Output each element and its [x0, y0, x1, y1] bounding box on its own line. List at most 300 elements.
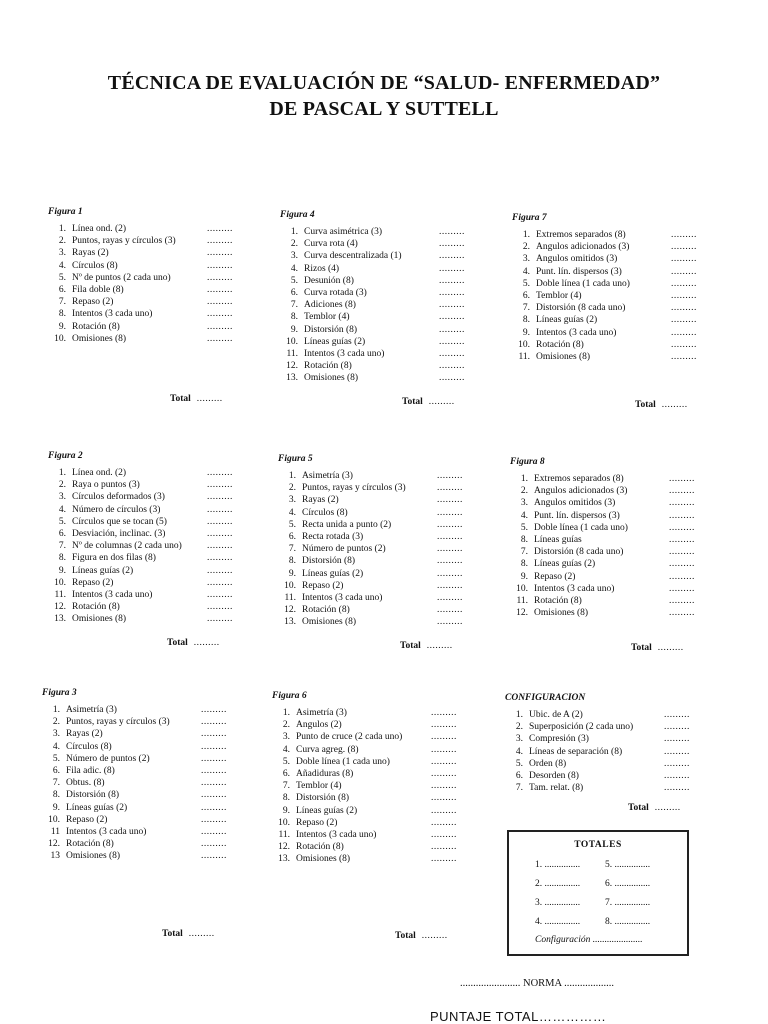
- item-number: 3.: [290, 251, 298, 262]
- checklist-item: [42, 728, 237, 740]
- item-label: Líneas guías: [534, 534, 582, 545]
- score-blank[interactable]: .........: [207, 602, 233, 613]
- item-label: Desunión (8): [304, 275, 354, 286]
- item-number: 1.: [288, 471, 296, 481]
- item-number: 13.: [278, 854, 290, 865]
- item-label: Líneas guías (2): [534, 559, 596, 570]
- item-label: Punt. lín. dispersos (3): [536, 266, 622, 277]
- item-number: 8.: [58, 553, 66, 564]
- score-blank[interactable]: .........: [207, 333, 233, 344]
- score-blank[interactable]: .........: [431, 793, 457, 804]
- score-blank[interactable]: .........: [201, 814, 227, 825]
- item-label: Nº de puntos (2 cada uno): [72, 272, 171, 283]
- score-blank[interactable]: .........: [437, 617, 463, 628]
- item-label: Rayas (2): [72, 248, 109, 259]
- item-number: 13.: [284, 617, 296, 628]
- section-figura-7: [512, 212, 707, 363]
- checklist-item: [278, 555, 473, 567]
- score-blank[interactable]: .........: [431, 817, 457, 828]
- score-blank[interactable]: .........: [437, 592, 463, 603]
- score-blank[interactable]: .........: [669, 595, 695, 606]
- score-blank[interactable]: .........: [439, 263, 465, 274]
- item-label: Intentos (3 cada uno): [72, 309, 153, 320]
- score-blank[interactable]: .........: [201, 851, 227, 862]
- item-label: Rizos (4): [304, 263, 340, 274]
- score-blank[interactable]: .........: [201, 729, 227, 740]
- item-label: Intentos (3 cada uno): [304, 348, 385, 359]
- item-label: Angulos omitidos (3): [536, 254, 618, 265]
- checklist-item: [280, 226, 475, 238]
- item-label: Omisiones (8): [304, 373, 359, 384]
- score-blank[interactable]: .........: [437, 568, 463, 579]
- score-blank[interactable]: .........: [207, 516, 233, 527]
- item-number: 5.: [282, 756, 290, 767]
- item-number: 1.: [282, 708, 290, 718]
- checklist-item: [48, 491, 243, 503]
- score-blank[interactable]: .........: [201, 778, 227, 789]
- item-label: Temblor (4): [296, 781, 342, 792]
- totales-cell[interactable]: 4. ...............: [535, 917, 581, 927]
- score-blank[interactable]: .........: [207, 272, 233, 283]
- checklist-item: [272, 780, 467, 792]
- totales-configuracion[interactable]: Configuración .....................: [535, 935, 643, 945]
- score-blank[interactable]: .........: [669, 608, 695, 619]
- score-blank[interactable]: .........: [437, 519, 463, 530]
- item-number: 3.: [282, 732, 290, 743]
- checklist-item: [278, 580, 473, 592]
- item-number: 2.: [520, 486, 528, 497]
- checklist-item: [42, 802, 237, 814]
- checklist-item: [505, 782, 700, 794]
- score-blank[interactable]: .........: [439, 348, 465, 359]
- item-label: Omisiones (8): [534, 608, 589, 619]
- checklist-item: [510, 546, 705, 558]
- item-label: Omisiones (8): [72, 333, 127, 344]
- item-number: 2.: [290, 239, 298, 250]
- score-blank[interactable]: .........: [439, 275, 465, 286]
- score-blank[interactable]: .........: [669, 534, 695, 545]
- score-blank[interactable]: .........: [439, 251, 465, 262]
- item-number: 9.: [282, 805, 290, 816]
- score-blank[interactable]: .........: [207, 224, 233, 234]
- title-line-2: DE PASCAL Y SUTTELL: [269, 98, 499, 120]
- score-blank[interactable]: .........: [207, 492, 233, 503]
- score-blank[interactable]: .........: [664, 734, 690, 745]
- score-blank[interactable]: .........: [664, 770, 690, 781]
- item-number: 9.: [52, 802, 60, 813]
- score-blank[interactable]: .........: [431, 756, 457, 767]
- item-label: Omisiones (8): [536, 351, 591, 362]
- item-label: Líneas guías (2): [66, 802, 128, 813]
- item-label: Repaso (2): [534, 571, 576, 582]
- section-figura-8: [510, 456, 705, 619]
- score-blank[interactable]: .........: [207, 565, 233, 576]
- checklist-item: [48, 308, 243, 320]
- item-number: 8.: [522, 315, 530, 326]
- score-blank[interactable]: .........: [671, 339, 697, 350]
- score-blank[interactable]: .........: [201, 753, 227, 764]
- checklist-item: [510, 571, 705, 583]
- checklist-item: [48, 613, 243, 625]
- item-number: 5.: [290, 275, 298, 286]
- checklist-item: [48, 601, 243, 613]
- score-blank[interactable]: .........: [207, 468, 233, 478]
- score-blank[interactable]: .........: [207, 614, 233, 625]
- totales-cell[interactable]: 8. ...............: [605, 917, 651, 927]
- checklist-item: [272, 805, 467, 817]
- item-number: 2.: [515, 722, 523, 733]
- figure-heading: Figura 1: [48, 207, 83, 217]
- score-blank[interactable]: .........: [431, 720, 457, 731]
- item-number: 1.: [52, 705, 60, 715]
- item-label: Distorsión (8): [296, 793, 350, 804]
- item-label: Número de puntos (2): [66, 753, 150, 764]
- score-blank[interactable]: .........: [201, 765, 227, 776]
- checklist-item: [280, 372, 475, 384]
- total-figura-2: Total .........: [167, 638, 220, 648]
- item-label: Intentos (3 cada uno): [534, 583, 615, 594]
- score-blank[interactable]: .........: [439, 361, 465, 372]
- totales-cell[interactable]: 6. ...............: [605, 879, 651, 889]
- item-label: Omisiones (8): [72, 614, 127, 625]
- document-title: [0, 70, 768, 122]
- score-blank[interactable]: .........: [207, 589, 233, 600]
- score-blank[interactable]: .........: [669, 486, 695, 497]
- checklist-item: [48, 467, 243, 479]
- item-number: 4.: [288, 507, 296, 518]
- score-blank[interactable]: .........: [437, 544, 463, 555]
- score-blank[interactable]: .........: [207, 577, 233, 588]
- item-number: 8.: [282, 793, 290, 804]
- totales-box: [507, 830, 689, 956]
- checklist-item: [272, 768, 467, 780]
- score-blank[interactable]: .........: [207, 248, 233, 259]
- item-number: 2.: [52, 717, 60, 728]
- item-number: 6.: [515, 770, 523, 781]
- totales-cell[interactable]: 5. ...............: [605, 860, 651, 870]
- item-number: 6.: [522, 290, 530, 301]
- checklist-item: [42, 704, 237, 716]
- checklist-item: [42, 765, 237, 777]
- item-label: Puntos, rayas y círculos (3): [302, 483, 406, 494]
- item-number: 3.: [522, 254, 530, 265]
- score-blank[interactable]: .........: [201, 802, 227, 813]
- totales-row: [509, 875, 687, 893]
- item-label: Angulos adicionados (3): [536, 242, 630, 253]
- checklist-item: [280, 238, 475, 250]
- item-number: 5.: [58, 272, 66, 283]
- section-figura-4: [280, 209, 475, 384]
- score-blank[interactable]: .........: [201, 826, 227, 837]
- item-label: Asimetría (3): [302, 471, 353, 481]
- score-blank[interactable]: .........: [207, 553, 233, 564]
- puntaje-total[interactable]: PUNTAJE TOTAL……………: [430, 1009, 607, 1024]
- item-number: 10.: [516, 583, 528, 594]
- checklist-item: [272, 756, 467, 768]
- score-blank[interactable]: .........: [207, 480, 233, 491]
- score-blank[interactable]: .........: [437, 580, 463, 591]
- checklist-item: [278, 494, 473, 506]
- item-number: 9.: [520, 571, 528, 582]
- score-blank[interactable]: .........: [201, 790, 227, 801]
- score-blank[interactable]: .........: [439, 300, 465, 311]
- score-blank[interactable]: .........: [201, 717, 227, 728]
- item-label: Intentos (3 cada uno): [536, 327, 617, 338]
- checklist-item: [280, 360, 475, 372]
- checklist-item: [278, 482, 473, 494]
- item-label: Omisiones (8): [66, 851, 121, 862]
- item-label: Líneas guías (2): [296, 805, 358, 816]
- score-blank[interactable]: .........: [431, 854, 457, 865]
- checklist-item: [280, 263, 475, 275]
- score-blank[interactable]: .........: [437, 556, 463, 567]
- score-blank[interactable]: .........: [207, 297, 233, 308]
- checklist-item: [48, 589, 243, 601]
- score-blank[interactable]: .........: [431, 805, 457, 816]
- item-label: Rayas (2): [302, 495, 339, 506]
- item-label: Rotación (8): [66, 839, 114, 850]
- checklist-item: [512, 266, 707, 278]
- item-label: Recta rotada (3): [302, 531, 364, 542]
- checklist-item: [510, 583, 705, 595]
- score-blank[interactable]: .........: [201, 741, 227, 752]
- checklist-item: [272, 731, 467, 743]
- score-blank[interactable]: .........: [207, 504, 233, 515]
- item-label: Doble línea (1 cada uno): [296, 756, 390, 767]
- score-blank[interactable]: .........: [669, 474, 695, 484]
- score-blank[interactable]: .........: [207, 321, 233, 332]
- item-number: 5.: [520, 522, 528, 533]
- score-blank[interactable]: .........: [437, 507, 463, 518]
- checklist-item: [48, 260, 243, 272]
- item-label: Doble línea (1 cada uno): [534, 522, 628, 533]
- score-blank[interactable]: .........: [437, 605, 463, 616]
- item-label: Repaso (2): [72, 577, 114, 588]
- score-blank[interactable]: .........: [201, 839, 227, 850]
- score-blank[interactable]: .........: [207, 528, 233, 539]
- item-number: 5.: [515, 758, 523, 769]
- section-figura-6: [272, 690, 467, 865]
- item-number: 13: [50, 851, 60, 862]
- item-label: Rotación (8): [72, 321, 120, 332]
- score-blank[interactable]: .........: [671, 266, 697, 277]
- item-label: Rotación (8): [304, 361, 352, 372]
- score-blank[interactable]: .........: [437, 483, 463, 494]
- checklist-item: [512, 351, 707, 363]
- score-blank[interactable]: .........: [207, 260, 233, 271]
- score-blank[interactable]: .........: [207, 284, 233, 295]
- score-blank[interactable]: .........: [431, 732, 457, 743]
- checklist-item: [48, 296, 243, 308]
- score-blank[interactable]: .........: [437, 495, 463, 506]
- item-label: Añadiduras (8): [296, 768, 354, 779]
- checklist-item: [42, 741, 237, 753]
- item-number: 7.: [520, 547, 528, 558]
- score-blank[interactable]: .........: [671, 242, 697, 253]
- checklist-item: [278, 470, 473, 482]
- checklist-item: [505, 733, 700, 745]
- item-label: Líneas guías (2): [72, 565, 134, 576]
- total-figura-4: Total .........: [402, 397, 455, 407]
- item-number: 8.: [290, 312, 298, 323]
- checklist-item: [48, 552, 243, 564]
- score-blank[interactable]: .........: [671, 278, 697, 289]
- norma-line[interactable]: ....................... NORMA ...................: [460, 978, 615, 989]
- score-blank[interactable]: .........: [431, 829, 457, 840]
- checklist-item: [278, 604, 473, 616]
- item-label: Fila doble (8): [72, 284, 124, 295]
- checklist-item: [510, 485, 705, 497]
- score-blank[interactable]: .........: [669, 522, 695, 533]
- totales-cell[interactable]: 7. ...............: [605, 898, 651, 908]
- score-blank[interactable]: .........: [669, 498, 695, 509]
- checklist-item: [512, 327, 707, 339]
- score-blank[interactable]: .........: [439, 227, 465, 237]
- item-number: 4.: [520, 510, 528, 521]
- score-blank[interactable]: .........: [201, 705, 227, 715]
- score-blank[interactable]: .........: [439, 287, 465, 298]
- checklist-item: [48, 479, 243, 491]
- item-number: 4.: [52, 741, 60, 752]
- score-blank[interactable]: .........: [437, 531, 463, 542]
- totales-cell[interactable]: 1. ...............: [535, 860, 581, 870]
- checklist-item: [48, 577, 243, 589]
- checklist-item: [505, 758, 700, 770]
- checklist-item: [278, 531, 473, 543]
- checklist-item: [512, 229, 707, 241]
- item-number: 6.: [58, 528, 66, 539]
- score-blank[interactable]: .........: [671, 351, 697, 362]
- score-blank[interactable]: .........: [439, 373, 465, 384]
- figure-heading: Figura 4: [280, 210, 315, 220]
- item-number: 9.: [288, 568, 296, 579]
- checklist-item: [272, 719, 467, 731]
- figure-heading: Figura 6: [272, 691, 307, 701]
- item-number: 2.: [288, 483, 296, 494]
- score-blank[interactable]: .........: [431, 744, 457, 755]
- score-blank[interactable]: .........: [431, 781, 457, 792]
- checklist-item: [272, 792, 467, 804]
- checklist-item: [42, 789, 237, 801]
- score-blank[interactable]: .........: [664, 783, 690, 794]
- item-number: 4.: [282, 744, 290, 755]
- score-blank[interactable]: .........: [671, 290, 697, 301]
- checklist-item: [42, 716, 237, 728]
- section-configuracion: [505, 692, 700, 794]
- item-number: 10.: [286, 336, 298, 347]
- item-label: Tam. relat. (8): [529, 783, 584, 794]
- item-number: 2.: [58, 236, 66, 247]
- totales-row: [509, 856, 687, 874]
- title-line-1: TÉCNICA DE EVALUACIÓN DE “SALUD- ENFERMEDAD”: [107, 72, 661, 94]
- score-blank[interactable]: .........: [439, 324, 465, 335]
- score-blank[interactable]: .........: [671, 315, 697, 326]
- score-blank[interactable]: .........: [664, 746, 690, 757]
- score-blank[interactable]: .........: [664, 758, 690, 769]
- score-blank[interactable]: .........: [431, 768, 457, 779]
- checklist-item: [48, 284, 243, 296]
- item-label: Distorsión (8 cada uno): [534, 547, 624, 558]
- item-label: Líneas de separación (8): [529, 746, 623, 757]
- item-number: 4.: [58, 504, 66, 515]
- item-label: Distorsión (8): [66, 790, 120, 801]
- item-number: 12.: [286, 361, 298, 372]
- checklist-item: [280, 336, 475, 348]
- score-blank[interactable]: .........: [669, 583, 695, 594]
- item-number: 1.: [522, 230, 530, 240]
- score-blank[interactable]: .........: [664, 722, 690, 733]
- checklist-item: [505, 709, 700, 721]
- checklist-item: [42, 777, 237, 789]
- item-label: Angulos omitidos (3): [534, 498, 616, 509]
- score-blank[interactable]: .........: [671, 327, 697, 338]
- score-blank[interactable]: .........: [671, 303, 697, 314]
- score-blank[interactable]: .........: [207, 236, 233, 247]
- score-blank[interactable]: .........: [664, 710, 690, 720]
- section-figura-3: [42, 687, 237, 862]
- checklist-item: [510, 522, 705, 534]
- score-blank[interactable]: .........: [669, 510, 695, 521]
- score-blank[interactable]: .........: [439, 239, 465, 250]
- item-label: Intentos (3 cada uno): [66, 826, 147, 837]
- total-figura-6: Total .........: [395, 931, 448, 941]
- item-label: Círculos deformados (3): [72, 492, 165, 503]
- score-blank[interactable]: .........: [671, 254, 697, 265]
- item-number: 7.: [522, 303, 530, 314]
- item-number: 9.: [522, 327, 530, 338]
- item-number: 7.: [52, 778, 60, 789]
- score-blank[interactable]: .........: [207, 309, 233, 320]
- checklist-item: [48, 272, 243, 284]
- item-label: Temblor (4): [304, 312, 350, 323]
- score-blank[interactable]: .........: [669, 547, 695, 558]
- item-number: 9.: [290, 324, 298, 335]
- item-number: 7.: [515, 783, 523, 794]
- item-label: Repaso (2): [296, 817, 338, 828]
- checklist-item: [510, 510, 705, 522]
- item-label: Rotación (8): [534, 595, 582, 606]
- item-label: Recta unida a punto (2): [302, 519, 392, 530]
- item-number: 4.: [58, 260, 66, 271]
- checklist-item: [48, 321, 243, 333]
- score-blank[interactable]: .........: [669, 571, 695, 582]
- score-blank[interactable]: .........: [437, 471, 463, 481]
- total-figura-3: Total .........: [162, 929, 215, 939]
- score-blank[interactable]: .........: [669, 559, 695, 570]
- score-blank[interactable]: .........: [439, 312, 465, 323]
- section-figura-5: [278, 453, 473, 628]
- item-number: 8.: [288, 556, 296, 567]
- item-label: Repaso (2): [66, 814, 108, 825]
- score-blank[interactable]: .........: [671, 230, 697, 240]
- score-blank[interactable]: .........: [207, 541, 233, 552]
- score-blank[interactable]: .........: [431, 842, 457, 853]
- score-blank[interactable]: .........: [431, 708, 457, 718]
- item-label: Omisiones (8): [296, 854, 351, 865]
- score-blank[interactable]: .........: [439, 336, 465, 347]
- item-number: 3.: [520, 498, 528, 509]
- item-label: Superposición (2 cada uno): [529, 722, 634, 733]
- checklist-item: [280, 311, 475, 323]
- item-label: Curva descentralizada (1): [304, 251, 402, 262]
- totales-cell[interactable]: 3. ...............: [535, 898, 581, 908]
- totales-cell[interactable]: 2. ...............: [535, 879, 581, 889]
- item-number: 8.: [520, 534, 528, 545]
- checklist-item: [280, 348, 475, 360]
- item-number: 10.: [54, 333, 66, 344]
- checklist-item: [505, 746, 700, 758]
- item-number: 10.: [54, 577, 66, 588]
